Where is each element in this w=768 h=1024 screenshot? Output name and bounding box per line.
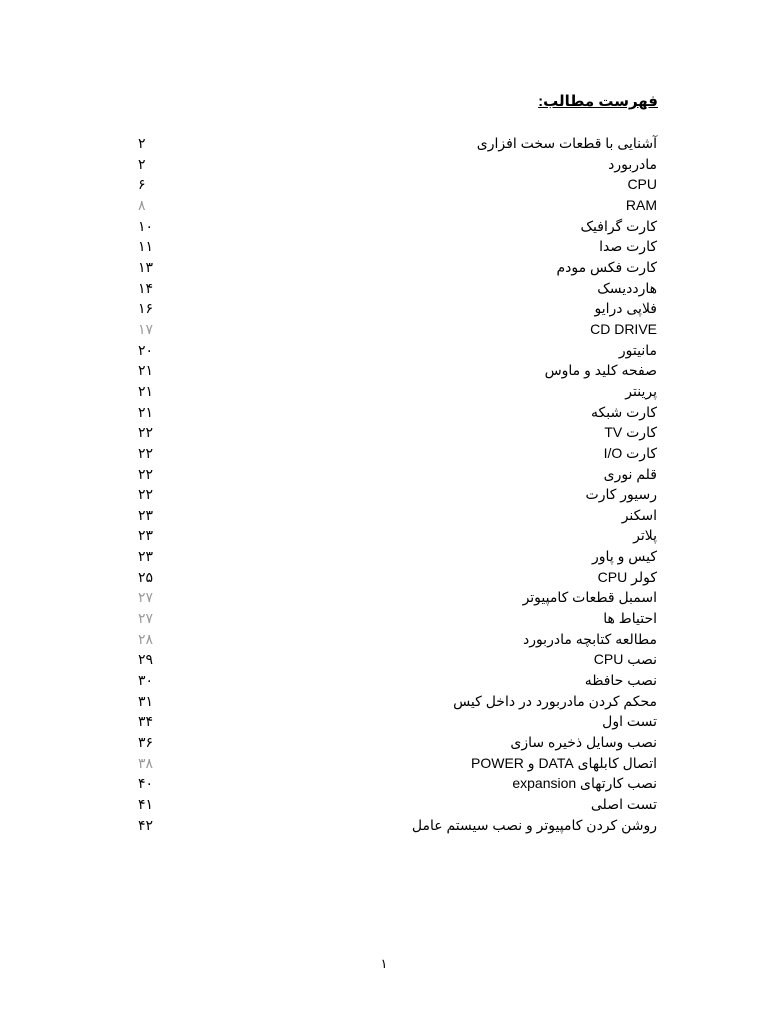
toc-entry-label: صفحه کلید و ماوس [544,362,657,379]
toc-entry-label: نصب حافظه [584,672,657,689]
toc-entry [0,732,768,753]
toc-entry [0,340,768,361]
toc-entry-label: هارددیسک [597,279,657,296]
toc-entry-label: اسمبل قطعات کامپیوتر [522,589,657,606]
toc-entry [0,402,768,423]
toc-entry-page-number: ۱۰ [138,217,154,234]
toc-entry-page-number: ۴۱ [138,796,154,812]
toc-entry [0,443,768,464]
toc-entry-page-number: ۲۱ [138,403,154,420]
toc-entry [0,629,768,650]
toc-entry-label: نصب وسایل ذخیره سازی [510,734,657,751]
toc-entry-label: اسکنر [621,506,657,523]
toc-entry [0,195,768,216]
toc-entry-page-number: ۶ [138,176,146,193]
toc-entry-label: RAM [625,196,657,213]
toc-entry-page-number: ۲۸ [138,630,154,647]
toc-entry-label: تست اول [602,713,657,730]
toc-entry-label: احتیاط ها [603,610,657,627]
toc-entry-label: کارت صدا [599,238,657,255]
toc-entry [0,381,768,402]
toc-entry-page-number: ۳۰ [138,672,154,689]
toc-entry-page-number: ۴۲ [138,816,154,833]
toc-entry-page-number: ۲۲ [138,424,154,441]
toc-entry-label: محکم کردن مادربورد در داخل کیس [453,692,657,709]
toc-entry-page-number: ۲۷ [138,589,154,606]
toc-entry-page-number: ۲۳ [138,527,154,544]
toc-entry-label: مانیتور [618,341,657,358]
toc-entry-label: کارت گرافیک [580,217,657,234]
toc-entry-label: رسیور کارت [585,486,657,503]
toc-entry-page-number: ۲۱ [138,362,154,379]
toc-entry [0,257,768,278]
toc-entry [0,649,768,670]
toc-entry-page-number: ۲۳ [138,506,154,523]
toc-entry-page-number: ۴۰ [138,775,154,792]
toc-entry-page-number: ۲۲ [138,444,154,461]
toc-entry-page-number: ۲۱ [138,382,154,399]
toc-entry-page-number: ۲۷ [138,610,154,627]
toc-entry-page-number: ۳۱ [138,692,154,709]
toc-entry-page-number: ۸ [138,196,146,213]
toc-entry-label: نصب CPU [593,651,657,668]
toc-entry-label: اتصال کابلهای DATA و POWER [471,754,657,771]
toc-entry-page-number: ۱۱ [138,238,154,255]
toc-entry [0,815,768,836]
toc-entry [0,691,768,712]
toc-entry-label: پرینتر [625,382,657,399]
toc-entry-page-number: ۲۳ [138,548,154,565]
toc-entry-page-number: ۲ [138,155,146,172]
toc-entry [0,794,768,815]
toc-entry-page-number: ۲۲ [138,465,154,482]
toc-entry-label: کارت شبکه [591,403,657,420]
toc-entry [0,711,768,732]
toc-entry-label: آشنایی با قطعات سخت افزاری [476,135,657,151]
toc-entry-page-number: ۲ [138,135,146,151]
toc-entry [0,546,768,567]
toc-entry [0,670,768,691]
toc-entry-label: مادربورد [608,155,657,172]
toc-entry [0,505,768,526]
toc-entry-label: روشن کردن کامپیوتر و نصب سیستم عامل [411,816,657,833]
toc-entry-label: کیس و پاور [592,548,657,565]
toc-entry [0,360,768,381]
toc-entry [0,236,768,257]
toc-entry-page-number: ۲۲ [138,486,154,503]
toc-entry-label: مطالعه کتابچه مادربورد [522,630,657,647]
toc-title: فهرست مطالب: [538,93,658,110]
toc-entry-label: پلاتر [633,527,657,544]
toc-entry [0,608,768,629]
toc-entry [0,525,768,546]
toc-entry [0,753,768,774]
toc-entry [0,216,768,237]
toc-entry [0,154,768,175]
toc-entry-label: کارت TV [604,424,657,441]
toc-list [0,133,768,835]
toc-entry [0,567,768,588]
toc-entry-page-number: ۲۵ [138,568,154,585]
toc-entry-page-number: ۱۴ [138,279,154,296]
toc-entry [0,319,768,340]
toc-entry-label: کولر CPU [597,568,657,585]
toc-entry-page-number: ۳۶ [138,734,154,751]
page-number: ۱ [380,956,388,971]
toc-entry [0,278,768,299]
toc-entry-label: CD DRIVE [590,320,657,337]
toc-entry-page-number: ۱۶ [138,300,154,317]
toc-entry-page-number: ۱۷ [138,320,154,337]
toc-entry-label: فلاپی درایو [594,300,657,317]
toc-entry [0,133,768,154]
toc-entry [0,174,768,195]
toc-entry [0,587,768,608]
toc-entry [0,298,768,319]
toc-entry-page-number: ۳۸ [138,754,154,771]
toc-entry [0,422,768,443]
toc-entry [0,464,768,485]
toc-entry-label: CPU [627,176,657,193]
toc-entry [0,773,768,794]
toc-entry-label: کارت I/O [603,444,657,461]
toc-entry-page-number: ۲۰ [138,341,154,358]
toc-entry [0,484,768,505]
toc-entry-page-number: ۱۳ [138,258,154,275]
toc-entry-label: قلم نوری [603,465,657,482]
toc-entry-label: تست اصلی [590,796,657,812]
toc-entry-page-number: ۳۴ [138,713,154,730]
toc-entry-page-number: ۲۹ [138,651,154,668]
toc-entry-label: کارت فکس مودم [556,258,657,275]
toc-entry-label: نصب کارتهای expansion [512,775,657,792]
